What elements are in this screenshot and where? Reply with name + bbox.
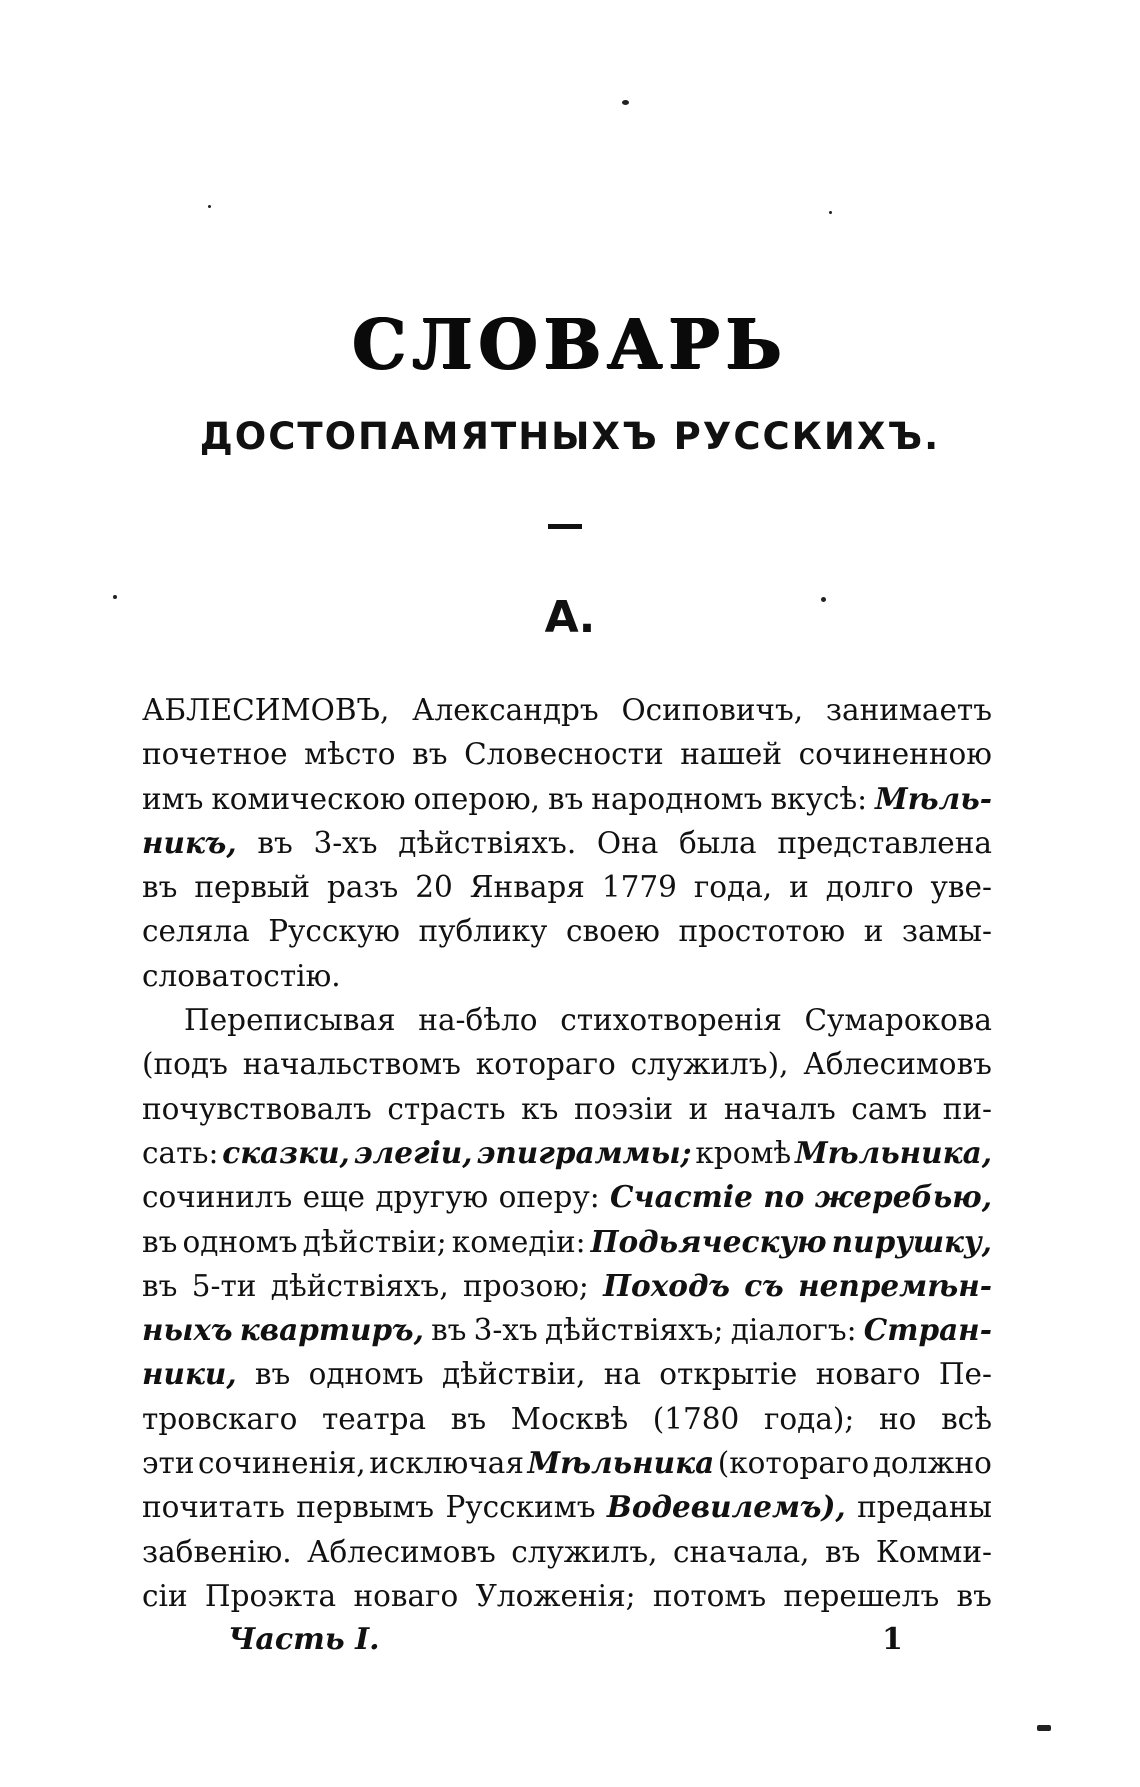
text-line <box>142 1485 992 1529</box>
word: эпиграммы; <box>476 1134 692 1170</box>
word: забвенію. <box>142 1534 292 1569</box>
word: тровскаго <box>142 1401 298 1436</box>
word: эти <box>142 1446 195 1481</box>
section-letter: А. <box>544 592 596 643</box>
word: Мѣльника <box>527 1445 715 1481</box>
word: сочиненною <box>798 737 992 772</box>
word: Водевилемъ), <box>606 1489 846 1525</box>
word: жеребью, <box>814 1179 992 1215</box>
word: исключая <box>369 1446 524 1481</box>
volume-signature: Часть I. <box>228 1622 380 1657</box>
word: своею <box>565 914 660 949</box>
word: занимаетъ <box>825 693 992 727</box>
word: въ <box>254 1357 291 1392</box>
word: никъ, <box>142 824 237 860</box>
text-line <box>142 1397 992 1441</box>
word: но <box>879 1401 917 1436</box>
text-line <box>142 954 992 998</box>
word: элегіи, <box>353 1134 473 1170</box>
word: съ <box>744 1267 784 1303</box>
word: комическою <box>211 781 406 816</box>
word: самъ <box>851 1091 928 1126</box>
word: въ <box>431 1313 467 1348</box>
word: Уложенія; <box>475 1578 636 1613</box>
word: въ <box>825 1534 861 1569</box>
word: ники, <box>142 1356 237 1392</box>
word: простотою <box>678 914 846 949</box>
word: имъ <box>142 781 204 816</box>
word: въ <box>142 1224 178 1259</box>
word: 3-хъ <box>473 1313 538 1348</box>
text-line <box>142 1530 992 1574</box>
word: и <box>789 870 809 905</box>
word: къ <box>521 1091 559 1126</box>
word: пи- <box>942 1091 992 1126</box>
word: разъ <box>327 870 399 905</box>
word: Пе- <box>938 1357 992 1392</box>
word: одномъ <box>308 1357 424 1392</box>
word: въ <box>257 825 293 860</box>
word: сначала, <box>672 1534 810 1569</box>
word: непремѣн- <box>798 1267 992 1303</box>
word: словатостію. <box>142 958 341 993</box>
word: въ <box>450 1401 487 1436</box>
word: Стран- <box>863 1312 992 1348</box>
word: вкусѣ: <box>770 781 868 816</box>
scan-speck <box>821 597 826 602</box>
text-line <box>142 821 992 865</box>
word: сать: <box>142 1135 219 1170</box>
word: и <box>863 914 884 949</box>
word: Переписывая <box>184 1003 396 1038</box>
word: Счастіе <box>610 1179 753 1215</box>
word: на <box>603 1357 642 1392</box>
word: мѣсто <box>304 737 396 772</box>
word: (1780 <box>652 1401 740 1436</box>
word: Походъ <box>603 1267 730 1303</box>
scan-speck <box>1037 1725 1051 1731</box>
text-line <box>142 865 992 909</box>
word: Словесности <box>464 737 664 772</box>
word: комедіи: <box>451 1224 586 1259</box>
word: Сумарокова <box>804 1003 992 1038</box>
word: въ <box>142 1268 178 1303</box>
word: начальствомъ <box>242 1047 461 1082</box>
word: другую <box>375 1180 489 1215</box>
word: представлена <box>777 825 992 860</box>
word: сказки, <box>222 1134 350 1170</box>
word: всѣ <box>941 1401 992 1436</box>
text-line <box>142 1308 992 1352</box>
word: Русскимъ <box>445 1490 596 1525</box>
word: въ <box>412 737 448 772</box>
word: по <box>763 1179 805 1215</box>
word: пирушку, <box>831 1223 992 1259</box>
word: АБЛЕСИМОВЪ, <box>142 693 390 727</box>
word: въ <box>547 781 584 816</box>
word: Она <box>596 825 659 860</box>
word: Подьяческую <box>590 1223 827 1259</box>
body-text <box>142 688 992 1618</box>
word: 20 <box>415 870 453 905</box>
word: почетное <box>142 737 288 772</box>
scan-speck <box>829 211 832 214</box>
word: (котораго <box>717 1446 870 1481</box>
word: первымъ <box>296 1490 435 1525</box>
title-divider <box>548 524 582 529</box>
word: Комми- <box>875 1534 992 1569</box>
word: 3-хъ <box>313 825 378 860</box>
word: ныхъ <box>142 1312 233 1348</box>
word: уве- <box>930 870 992 905</box>
word: новаго <box>815 1357 921 1392</box>
word: котораго <box>475 1047 616 1082</box>
text-line <box>142 777 992 821</box>
word: открытіе <box>659 1357 798 1392</box>
word: почитать <box>142 1490 285 1525</box>
word: сочиненія, <box>198 1446 366 1481</box>
word: потомъ <box>652 1578 767 1613</box>
text-line <box>142 1042 992 1086</box>
word: Мѣльника, <box>795 1134 992 1170</box>
page-subtitle: ДОСТОПАМЯТНЫХЪ РУССКИХЪ. <box>199 415 941 458</box>
text-line <box>142 1441 992 1485</box>
page-title: СЛОВАРЬ <box>352 305 788 385</box>
text-line <box>142 1175 992 1219</box>
word: преданы <box>857 1490 992 1525</box>
word: новаго <box>353 1578 459 1613</box>
word: дѣйствіяхъ, <box>270 1268 449 1303</box>
word: почувствовалъ <box>142 1091 372 1126</box>
word: перешелъ <box>783 1578 940 1613</box>
word: въ <box>956 1578 992 1613</box>
word: еще <box>302 1180 365 1215</box>
word: сіи <box>142 1578 188 1613</box>
text-line <box>142 732 992 776</box>
word: Москвѣ <box>510 1401 629 1436</box>
word: народномъ <box>591 781 763 816</box>
text-line <box>142 1220 992 1264</box>
word: оперу: <box>498 1180 600 1215</box>
word: дѣйствіи; <box>302 1224 447 1259</box>
word: долго <box>825 870 914 905</box>
word: одномъ <box>182 1224 298 1259</box>
word: прозою; <box>463 1268 589 1303</box>
word: Александръ <box>412 693 599 727</box>
scan-speck <box>113 595 117 599</box>
text-line <box>142 1131 992 1175</box>
word: Русскую <box>268 914 400 949</box>
word: служилъ), <box>630 1047 789 1082</box>
word: сочинилъ <box>142 1180 293 1215</box>
word: Аблесимовъ <box>307 1534 496 1569</box>
word: поэзіи <box>573 1091 674 1126</box>
word: Осиповичъ, <box>621 693 804 727</box>
word: 5-ти <box>191 1268 257 1303</box>
word: должно <box>872 1446 992 1481</box>
word: Аблесимовъ <box>803 1047 992 1082</box>
word: и <box>688 1091 709 1126</box>
word: замы- <box>901 914 992 949</box>
text-line <box>142 1264 992 1308</box>
word: селяла <box>142 914 250 949</box>
word: года); <box>763 1401 855 1436</box>
text-line <box>142 1574 992 1618</box>
page-footer <box>0 1622 1140 1672</box>
word: Января <box>469 870 585 905</box>
word: 1779 <box>601 870 677 905</box>
word: театра <box>321 1401 427 1436</box>
text-line <box>142 998 992 1042</box>
text-line <box>142 688 992 732</box>
word: дѣйствіяхъ. <box>398 825 577 860</box>
word: Проэкта <box>204 1578 337 1613</box>
word: года, <box>693 870 773 905</box>
word: нашей <box>680 737 783 772</box>
word: публику <box>418 914 548 949</box>
word: страсть <box>387 1091 506 1126</box>
text-line <box>142 1087 992 1131</box>
word: была <box>679 825 757 860</box>
word: оперою, <box>413 781 541 816</box>
word: первый <box>194 870 311 905</box>
word: дѣйствіи, <box>441 1357 586 1392</box>
text-line <box>142 909 992 953</box>
word: (подъ <box>142 1047 228 1082</box>
word: дѣйствіяхъ; <box>545 1313 724 1348</box>
word: въ <box>142 870 178 905</box>
scan-speck <box>208 205 211 208</box>
text-line <box>142 1352 992 1396</box>
word: стихотворенія <box>560 1003 782 1038</box>
word: квартиръ, <box>239 1312 424 1348</box>
word: кромѣ <box>695 1135 792 1170</box>
word: служилъ, <box>511 1534 658 1569</box>
word: началъ <box>723 1091 836 1126</box>
scan-speck <box>622 100 629 105</box>
word: на-бѣло <box>418 1003 538 1038</box>
word: діалогъ: <box>730 1313 857 1348</box>
word: Мѣль- <box>875 780 992 816</box>
page-number: 1 <box>882 1622 903 1657</box>
